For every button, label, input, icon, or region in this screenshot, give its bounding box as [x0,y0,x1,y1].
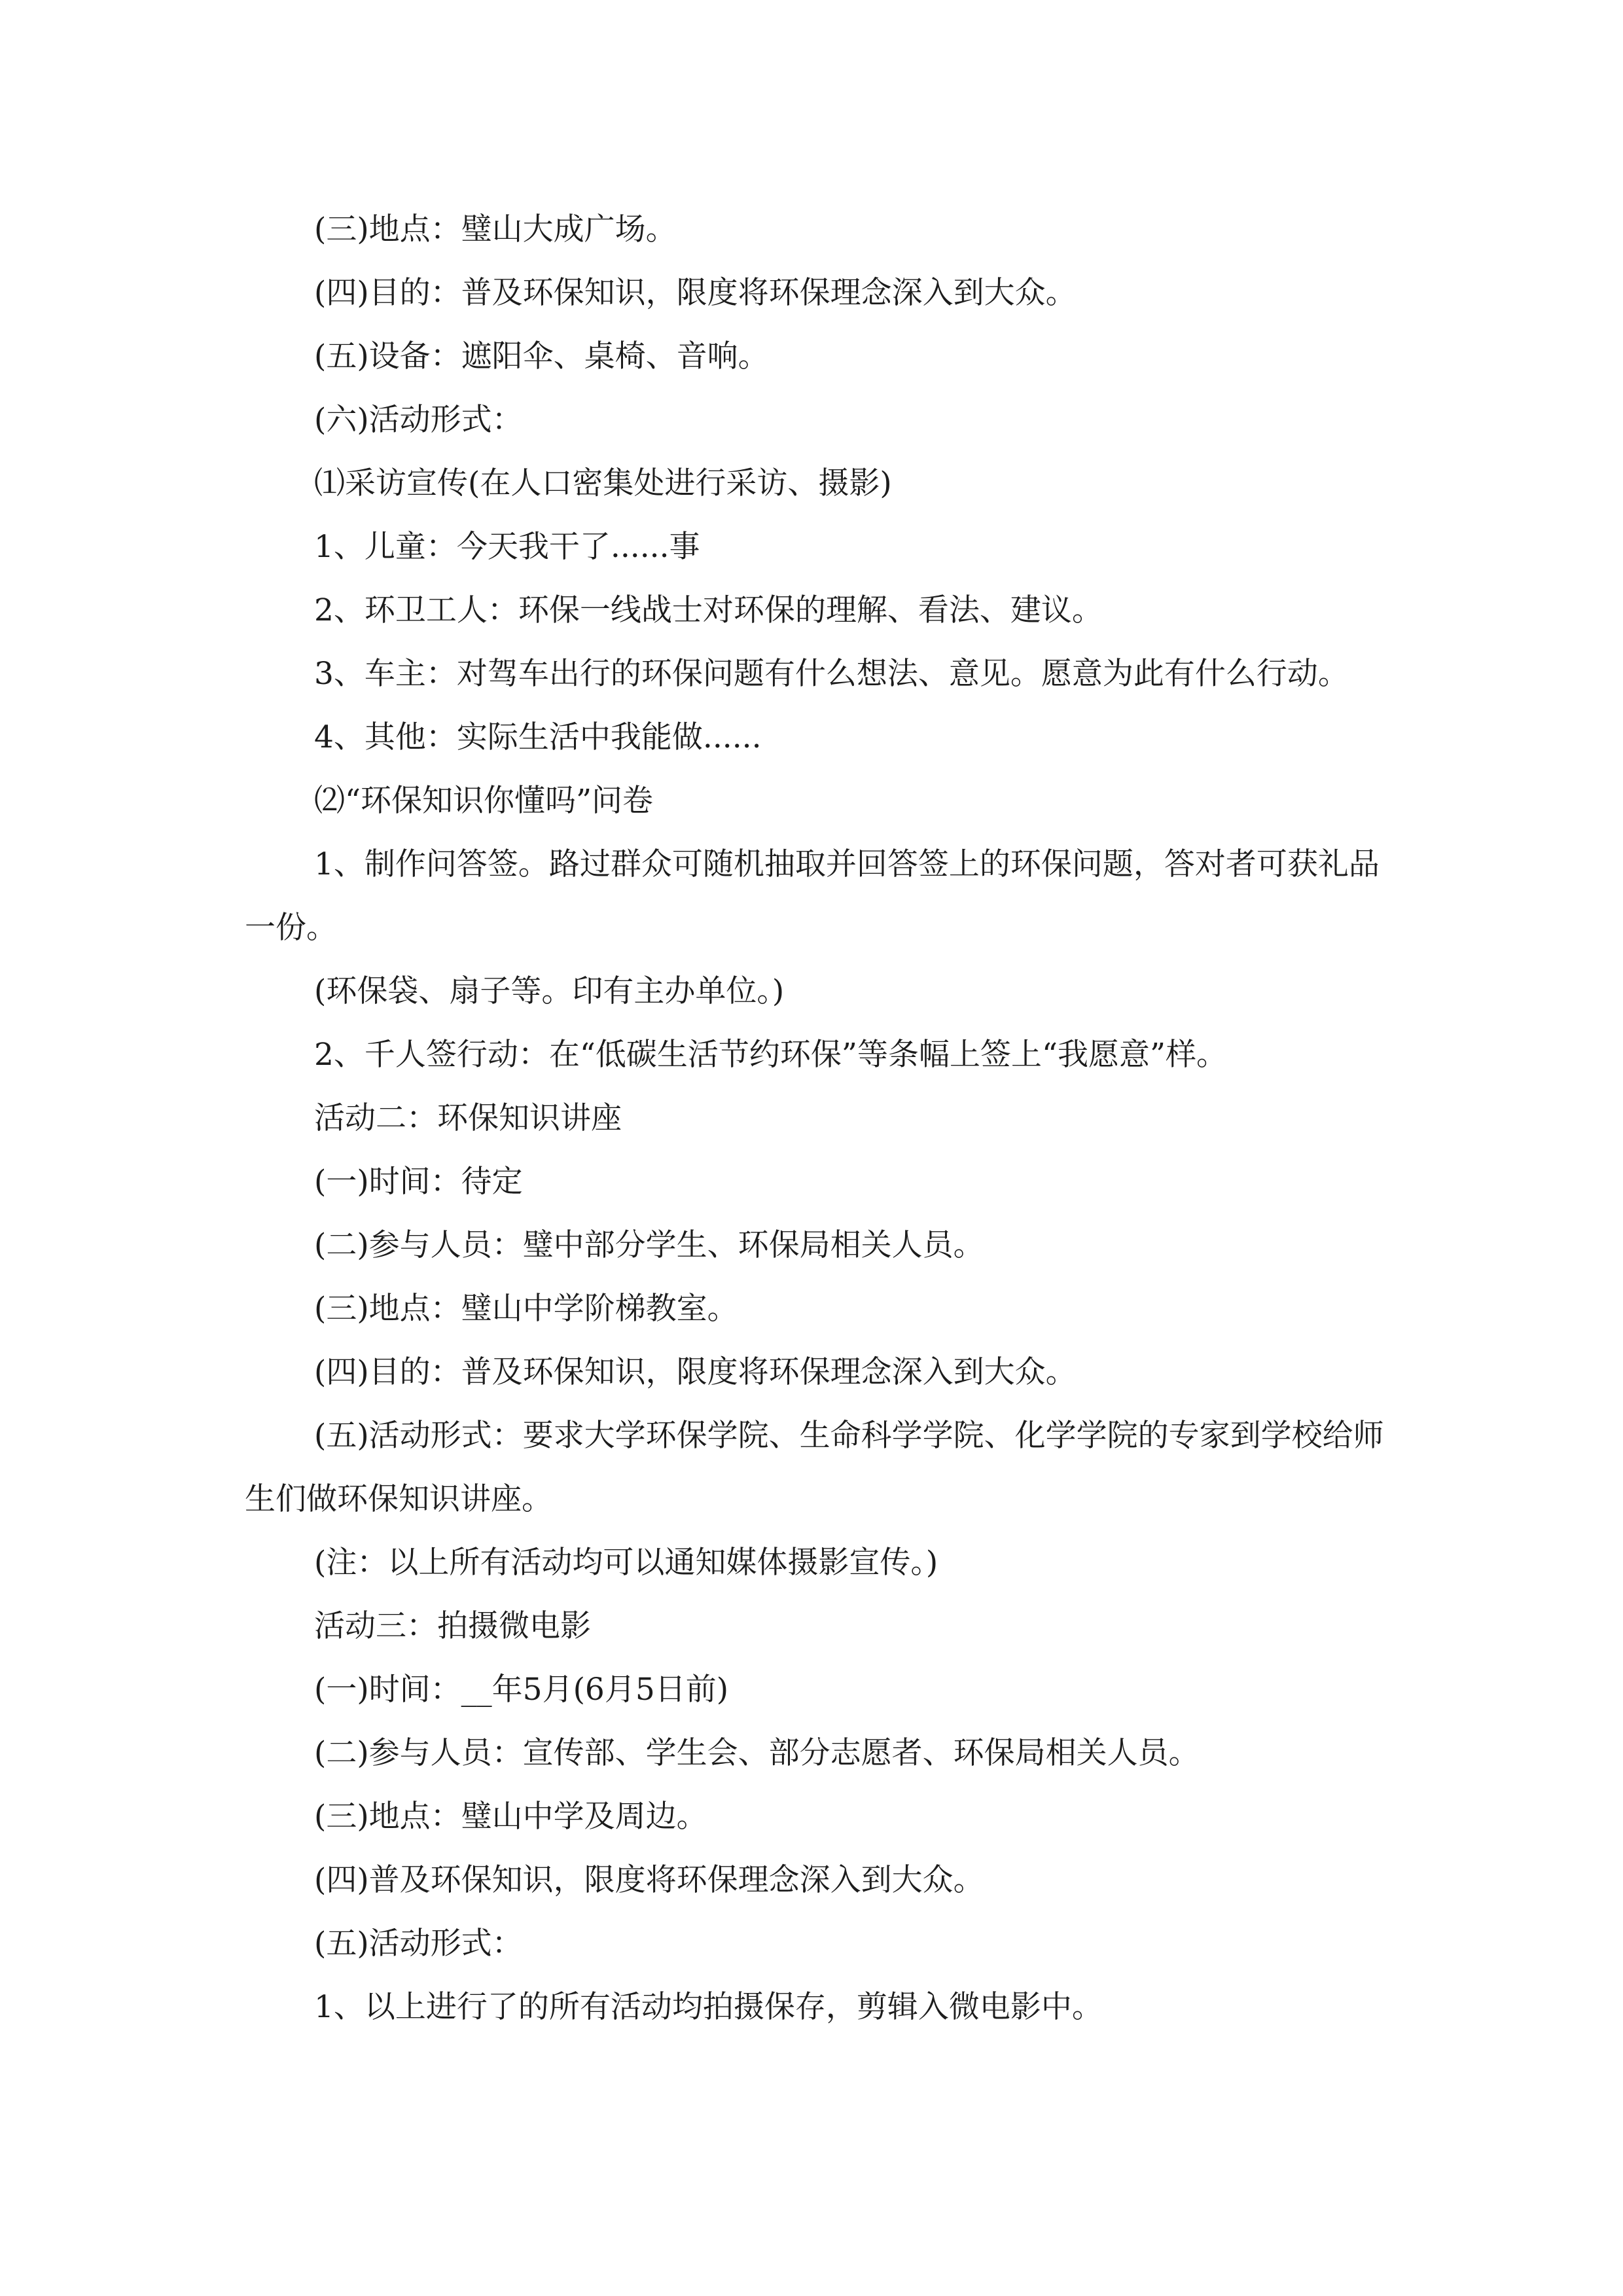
heading-activity-three: 活动三：拍摄微电影 [314,1608,591,1644]
paragraph-filming: 1、以上进行了的所有活动均拍摄保存，剪辑入微电影中。 [314,1989,1103,2025]
paragraph-lecture-form: (五)活动形式：要求大学环保学院、生命科学学院、化学学院的专家到学校给师生们做环保知识讲座。 [245,1418,1384,1517]
paragraph-interview-promo: ⑴采访宣传(在人口密集处进行采访、摄影) [314,465,892,501]
paragraph-questionnaire: ⑵“环保知识你懂吗”问卷 [314,783,654,819]
paragraph-children: 1、儿童：今天我干了......事 [314,529,700,565]
paragraph-car-owners: 3、车主：对驾车出行的环保问题有什么想法、意见。愿意为此有什么行动。 [314,656,1349,692]
paragraph-sanitation-workers: 2、环卫工人：环保一线战士对环保的理解、看法、建议。 [314,592,1103,628]
paragraph-time-may: (一)时间：__年5月(6月5日前) [314,1672,729,1708]
paragraph-location-classroom: (三)地点：璧山中学阶梯教室。 [314,1291,738,1327]
paragraph-time-tbd: (一)时间：待定 [314,1164,523,1200]
paragraph-purpose: (四)目的：普及环保知识，限度将环保理念深入到大众。 [314,275,1077,311]
paragraph-equipment: (五)设备：遮阳伞、桌椅、音响。 [314,338,769,374]
paragraph-participants: (二)参与人员：璧中部分学生、环保局相关人员。 [314,1227,984,1263]
paragraph-location-school: (三)地点：璧山中学及周边。 [314,1799,707,1835]
heading-activity-two: 活动二：环保知识讲座 [314,1100,622,1136]
paragraph-purpose-2: (四)目的：普及环保知识，限度将环保理念深入到大众。 [314,1354,1077,1390]
paragraph-gifts: (环保袋、扇子等。印有主办单位。) [314,973,785,1009]
paragraph-activity-form-2: (五)活动形式： [314,1926,523,1962]
paragraph-others: 4、其他：实际生活中我能做...... [314,719,762,755]
paragraph-note: (注：以上所有活动均可以通知媒体摄影宣传。) [314,1545,938,1581]
paragraph-purpose-3: (四)普及环保知识，限度将环保理念深入到大众。 [314,1862,984,1898]
paragraph-signature-campaign: 2、千人签行动：在“低碳生活节约环保”等条幅上签上“我愿意”样。 [314,1037,1228,1073]
paragraph-location: (三)地点：璧山大成广场。 [314,211,677,247]
paragraph-participants-2: (二)参与人员：宣传部、学生会、部分志愿者、环保局相关人员。 [314,1735,1200,1771]
document-body [245,198,1391,2039]
paragraph-quiz-cards: 1、制作问答签。路过群众可随机抽取并回答签上的环保问题，答对者可获礼品一份。 [245,846,1380,946]
paragraph-activity-form: (六)活动形式： [314,402,523,438]
